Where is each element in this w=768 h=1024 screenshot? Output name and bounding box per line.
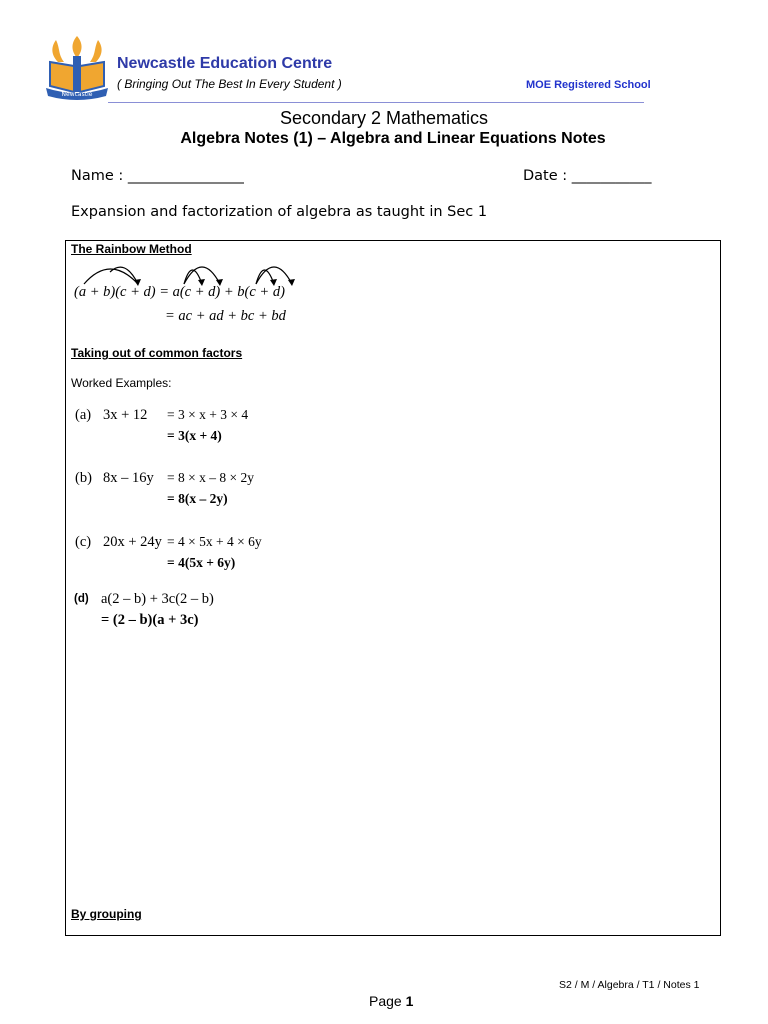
example-a-label: (a): [75, 407, 92, 423]
school-logo: [44, 34, 110, 100]
logo-ribbon-text: Newcastle: [61, 91, 93, 98]
rainbow-line-2-text: = ac + ad + bc + bd: [165, 308, 286, 324]
example-b-label: (b): [75, 470, 92, 486]
example-c-label: (c): [75, 534, 92, 550]
logo-flame-right: [90, 40, 102, 62]
name-field: Name : ________________: [71, 168, 244, 184]
example-b-expression: 8x – 16y: [103, 470, 154, 486]
rainbow-line-2: [165, 308, 286, 325]
page-number: [369, 993, 413, 1009]
subject-title: Secondary 2 Mathematics: [279, 108, 489, 128]
logo-spine: [73, 56, 81, 92]
school-name: Newcastle Education Centre: [117, 55, 333, 72]
common-factors-heading: Taking out of common factors: [71, 346, 243, 360]
registration-label: MOE Registered School: [526, 79, 651, 91]
example-d-expression: a(2 – b) + 3c(2 – b): [101, 591, 214, 607]
example-c-expression: 20x + 24y: [103, 534, 162, 550]
school-tagline: ( Bringing Out The Best In Every Student ): [117, 77, 342, 91]
by-grouping-heading: By grouping: [71, 907, 142, 921]
example-b-step-2: = 8(x – 2y): [167, 491, 228, 506]
logo-flame-left: [52, 40, 64, 62]
example-c-step-1: = 4 × 5x + 4 × 6y: [167, 534, 262, 549]
page-number-value: 1: [405, 993, 414, 1009]
example-d-step-1: = (2 – b)(a + 3c): [101, 612, 199, 628]
notes-title: Algebra Notes (1) – Algebra and Linear Equations Notes: [180, 130, 606, 147]
intro-text: Expansion and factorization of algebra as taught in Sec 1: [71, 204, 488, 220]
example-a-step-1: = 3 × x + 3 × 4: [167, 407, 249, 422]
page-word: Page: [369, 993, 402, 1009]
example-a-step-2: = 3(x + 4): [167, 428, 222, 443]
rainbow-line-1-text: (a + b)(c + d) = a(c + d) + b(c + d): [74, 284, 285, 300]
logo-book-left: [50, 62, 74, 92]
date-field: Date : ___________: [523, 168, 652, 184]
worked-examples-label: Worked Examples:: [71, 376, 172, 390]
footer-document-code: S2 / M / Algebra / T1 / Notes 1: [559, 979, 700, 991]
logo-flame-center: [72, 36, 81, 58]
example-a-expression: 3x + 12: [103, 407, 148, 423]
rainbow-method-heading: The Rainbow Method: [71, 242, 192, 256]
rainbow-line-1: [74, 284, 285, 301]
logo-book-right: [80, 62, 104, 92]
example-c-step-2: = 4(5x + 6y): [167, 555, 236, 570]
example-d-label: (d): [74, 593, 89, 605]
content-box: [65, 240, 721, 936]
header-divider: [108, 102, 644, 103]
example-b-step-1: = 8 × x – 8 × 2y: [167, 470, 254, 485]
